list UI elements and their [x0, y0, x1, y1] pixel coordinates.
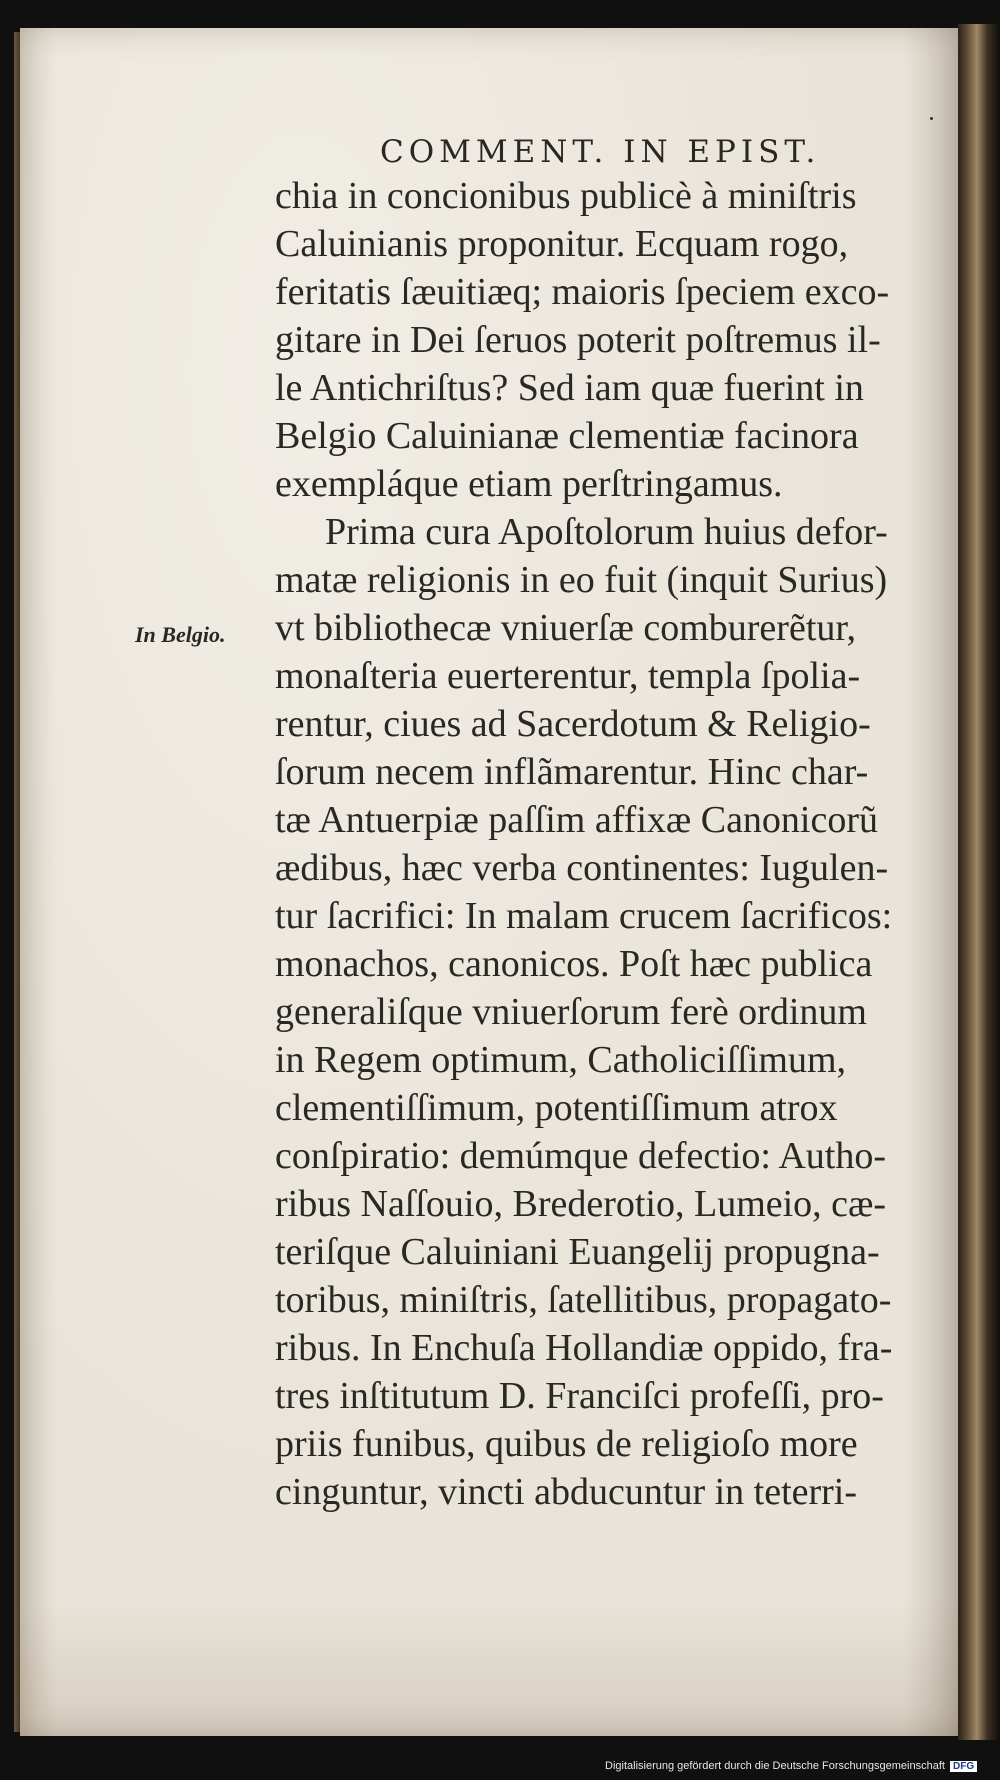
digitization-credit [605, 1760, 977, 1772]
text-line: generaliſque vniuerſorum ferè ordinum [275, 991, 867, 1033]
text-line: priis funibus, quibus de religioſo more [275, 1423, 858, 1465]
text-line: conſpiratio: demúmque defectio: Autho- [275, 1135, 887, 1177]
text-line: tur ſacrifici: In malam crucem ſacrificos: [275, 895, 893, 937]
text-line: monachos, canonicos. Poſt hæc publica [275, 943, 873, 985]
text-line: exempláque etiam perſtringamus. [275, 463, 783, 505]
ink-dot [930, 117, 933, 120]
text-line: le Antichriſtus? Sed iam quæ fuerint in [275, 367, 864, 409]
text-line: ædibus, hæc verba continentes: Iugulen- [275, 847, 889, 889]
text-line: toribus, miniſtris, ſatellitibus, propagato- [275, 1279, 892, 1321]
text-line: tæ Antuerpiæ paſſim affixæ Canonicorũ [275, 799, 879, 841]
text-line: matæ religionis in eo fuit (inquit Surius) [275, 559, 888, 601]
body-text [275, 172, 975, 1516]
text-line: Caluinianis proponitur. Ecquam rogo, [275, 223, 849, 265]
text-line: cinguntur, vincti abducuntur in teterri- [275, 1471, 858, 1513]
text-line: in Regem optimum, Catholiciſſimum, [275, 1039, 847, 1081]
running-head: COMMENT. IN EPIST. [380, 134, 821, 170]
text-line: clementiſſimum, potentiſſimum atrox [275, 1087, 838, 1129]
text-line: tres inſtitutum D. Franciſci profeſſi, pro- [275, 1375, 884, 1417]
text-line: feritatis ſæuitiæq; maioris ſpeciem exco- [275, 271, 890, 313]
text-line: ribus Naſſouio, Brederotio, Lumeio, cæ- [275, 1183, 887, 1225]
dfg-logo: DFG [950, 1761, 977, 1772]
text-line: Belgio Caluinianæ clementiæ facinora [275, 415, 859, 457]
text-line: chia in concionibus publicè à miniſtris [275, 175, 857, 217]
text-line: teriſque Caluiniani Euangelij propugna- [275, 1231, 880, 1273]
margin-note: In Belgio. [135, 622, 226, 647]
text-line: ſorum necem inflãmarentur. Hinc char- [275, 751, 869, 793]
text-line: rentur, ciues ad Sacerdotum & Religio- [275, 703, 871, 745]
text-line: vt bibliothecæ vniuerſæ comburerẽtur, [275, 607, 857, 649]
text-line: monaſteria euerterentur, templa ſpolia- [275, 655, 861, 697]
text-line: ribus. In Enchuſa Hollandiæ oppido, fra- [275, 1327, 893, 1369]
text-line: Prima cura Apoſtolorum huius defor- [325, 511, 888, 553]
credit-text: Digitalisierung gefördert durch die Deutsche Forschungsgemeinschaft [605, 1760, 945, 1772]
text-line: gitare in Dei ſeruos poterit poſtremus il- [275, 319, 881, 361]
